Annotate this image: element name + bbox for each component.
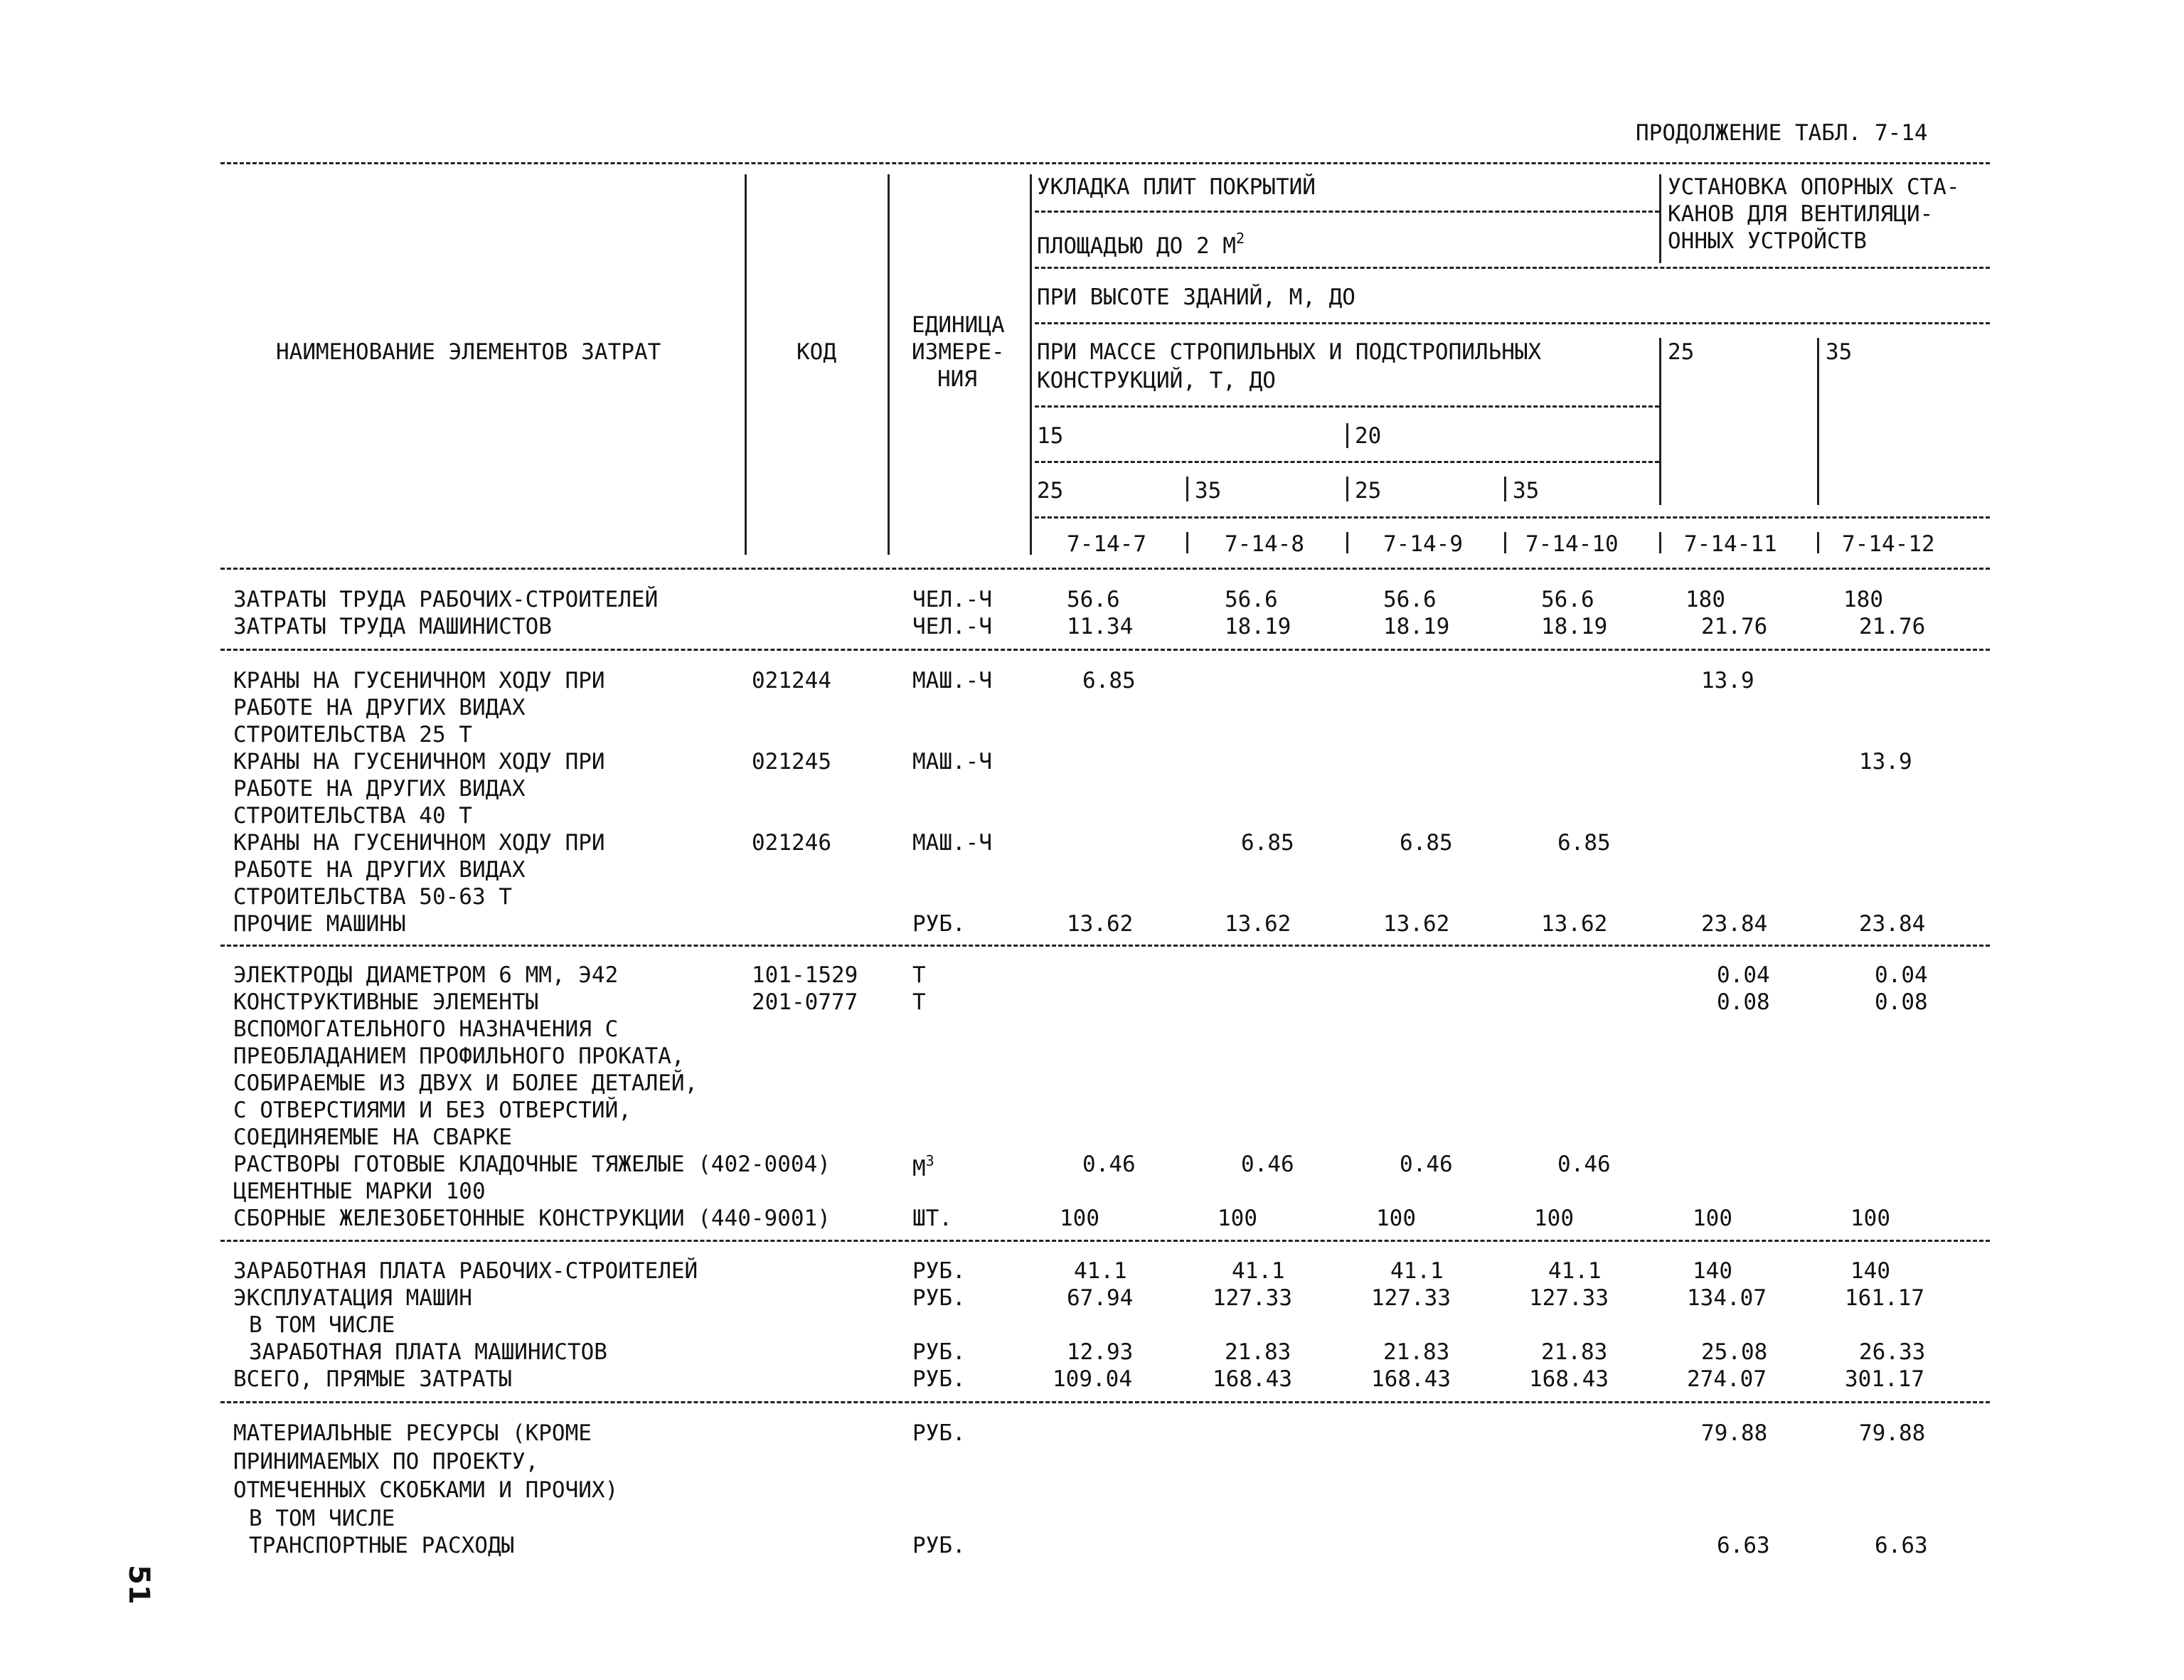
cell: 6.85 xyxy=(1557,830,1611,856)
cell: 67.94 xyxy=(1067,1285,1134,1311)
cell: 18.19 xyxy=(1225,614,1291,639)
row-unit: МАШ.-Ч xyxy=(912,749,992,775)
row-name: С ОТВЕРСТИЯМИ И БЕЗ ОТВЕРСТИЙ, xyxy=(233,1097,632,1123)
cell: 21.83 xyxy=(1225,1339,1291,1365)
mass-label: ПРИ МАССЕ СТРОПИЛЬНЫХ И ПОДСТРОПИЛЬНЫХ xyxy=(1037,339,1542,365)
header-divider xyxy=(1659,338,1661,505)
row-name: КРАНЫ НА ГУСЕНИЧНОМ ХОДУ ПРИ xyxy=(233,749,605,775)
cell: 21.83 xyxy=(1541,1339,1608,1365)
row-name: ЭКСПЛУАТАЦИЯ МАШИН xyxy=(233,1285,472,1311)
row-name: ВСЕГО, ПРЯМЫЕ ЗАТРАТЫ xyxy=(233,1366,512,1392)
row-unit: Т xyxy=(912,989,926,1015)
cell: 0.08 xyxy=(1875,989,1928,1015)
row-name: СБОРНЫЕ ЖЕЛЕЗОБЕТОННЫЕ КОНСТРУКЦИИ (440-9001) xyxy=(233,1206,831,1231)
cell: 13.9 xyxy=(1701,668,1754,693)
cell: 23.84 xyxy=(1859,911,1926,937)
header-rule xyxy=(1035,405,1659,408)
cell: 12.93 xyxy=(1067,1339,1134,1365)
header-unit: НИЯ xyxy=(937,366,977,392)
cell: 21.83 xyxy=(1383,1339,1450,1365)
height-value: 35 xyxy=(1826,339,1853,365)
header-rule xyxy=(1035,322,1990,324)
column-code: 7-14-11 xyxy=(1684,531,1777,557)
header-divider xyxy=(1186,532,1188,553)
header-divider xyxy=(1504,477,1506,501)
cell: 168.43 xyxy=(1529,1366,1609,1392)
row-name: ЗАРАБОТНАЯ ПЛАТА МАШИНИСТОВ xyxy=(249,1339,607,1365)
row-code: 021245 xyxy=(752,749,831,775)
section-rule xyxy=(220,945,1990,947)
cell: 0.04 xyxy=(1875,962,1928,988)
cell: 0.04 xyxy=(1717,962,1770,988)
cell: 127.33 xyxy=(1371,1285,1451,1311)
row-name: РАСТВОРЫ ГОТОВЫЕ КЛАДОЧНЫЕ ТЯЖЕЛЫЕ (402-0004) xyxy=(233,1152,831,1177)
row-unit: РУБ. xyxy=(912,1285,966,1311)
cell: 6.85 xyxy=(1400,830,1453,856)
cell: 11.34 xyxy=(1067,614,1134,639)
cell: 79.88 xyxy=(1701,1420,1768,1446)
header-divider xyxy=(1030,174,1032,555)
cell: 127.33 xyxy=(1213,1285,1292,1311)
cell: 168.43 xyxy=(1371,1366,1451,1392)
cell: 56.6 xyxy=(1225,587,1278,612)
cell: 134.07 xyxy=(1687,1285,1767,1311)
header-divider xyxy=(1346,477,1348,501)
header-rule xyxy=(1035,516,1990,519)
row-unit: ЧЕЛ.-Ч xyxy=(912,587,992,612)
row-name: СОБИРАЕМЫЕ ИЗ ДВУХ И БОЛЕЕ ДЕТАЛЕЙ, xyxy=(233,1070,698,1096)
column-code: 7-14-8 xyxy=(1225,531,1304,557)
row-name: ЗАТРАТЫ ТРУДА РАБОЧИХ-СТРОИТЕЛЕЙ xyxy=(233,587,659,612)
row-code: 101-1529 xyxy=(752,962,858,988)
section-rule xyxy=(220,1240,1990,1242)
row-name: РАБОТЕ НА ДРУГИХ ВИДАХ xyxy=(233,695,526,721)
row-name: ПРИНИМАЕМЫХ ПО ПРОЕКТУ, xyxy=(233,1449,539,1474)
row-unit: ШТ. xyxy=(912,1206,952,1231)
row-unit: РУБ. xyxy=(912,1339,966,1365)
group2-title: КАНОВ ДЛЯ ВЕНТИЛЯЦИ- xyxy=(1668,201,1934,227)
row-unit: РУБ. xyxy=(912,911,966,937)
cell: 0.46 xyxy=(1400,1152,1453,1177)
page-title: ПРОДОЛЖЕНИЕ ТАБЛ. 7-14 xyxy=(1636,120,1928,146)
cell: 21.76 xyxy=(1701,614,1768,639)
cell: 100 xyxy=(1850,1206,1890,1231)
height-value: 25 xyxy=(1037,478,1064,504)
cell: 56.6 xyxy=(1541,587,1594,612)
cell: 21.76 xyxy=(1859,614,1926,639)
group2-title: ОННЫХ УСТРОЙСТВ xyxy=(1668,228,1867,254)
row-name: В ТОМ ЧИСЛЕ xyxy=(249,1312,395,1338)
row-unit: РУБ. xyxy=(912,1420,966,1446)
row-name: СТРОИТЕЛЬСТВА 50-63 Т xyxy=(233,884,512,910)
cell: 274.07 xyxy=(1687,1366,1767,1392)
row-name: ЗАРАБОТНАЯ ПЛАТА РАБОЧИХ-СТРОИТЕЛЕЙ xyxy=(233,1258,698,1284)
row-name: ПРЕОБЛАДАНИЕМ ПРОФИЛЬНОГО ПРОКАТА, xyxy=(233,1043,685,1069)
height-label: ПРИ ВЫСОТЕ ЗДАНИЙ, М, ДО xyxy=(1037,285,1355,310)
cell: 180 xyxy=(1685,587,1725,612)
row-code: 201-0777 xyxy=(752,989,858,1015)
cell: 100 xyxy=(1693,1206,1732,1231)
mass-label: КОНСТРУКЦИЙ, Т, ДО xyxy=(1037,368,1276,393)
cell: 168.43 xyxy=(1213,1366,1292,1392)
cell: 6.63 xyxy=(1875,1533,1928,1558)
cell: 18.19 xyxy=(1541,614,1608,639)
cell: 180 xyxy=(1843,587,1883,612)
cell: 100 xyxy=(1376,1206,1416,1231)
cell: 41.1 xyxy=(1548,1258,1602,1284)
row-name: ЦЕМЕНТНЫЕ МАРКИ 100 xyxy=(233,1179,486,1204)
header-divider xyxy=(1346,532,1348,553)
cell: 56.6 xyxy=(1383,587,1437,612)
cell: 127.33 xyxy=(1529,1285,1609,1311)
row-unit: РУБ. xyxy=(912,1258,966,1284)
cell: 6.85 xyxy=(1241,830,1294,856)
row-code: 021246 xyxy=(752,830,831,856)
cell: 6.63 xyxy=(1717,1533,1770,1558)
cell: 13.62 xyxy=(1383,911,1450,937)
cell: 26.33 xyxy=(1859,1339,1926,1365)
row-code: 021244 xyxy=(752,668,831,693)
cell: 56.6 xyxy=(1067,587,1120,612)
cell: 79.88 xyxy=(1859,1420,1926,1446)
row-name: ВСПОМОГАТЕЛЬНОГО НАЗНАЧЕНИЯ С xyxy=(233,1016,619,1042)
cell: 140 xyxy=(1850,1258,1890,1284)
mass-value: 15 xyxy=(1037,423,1064,449)
cell: 13.62 xyxy=(1225,911,1291,937)
row-name: ОТМЕЧЕННЫХ СКОБКАМИ И ПРОЧИХ) xyxy=(233,1477,619,1503)
group1-title: УКЛАДКА ПЛИТ ПОКРЫТИЙ xyxy=(1037,174,1316,200)
cell: 23.84 xyxy=(1701,911,1768,937)
cell: 0.46 xyxy=(1557,1152,1611,1177)
column-code: 7-14-9 xyxy=(1383,531,1463,557)
row-name: МАТЕРИАЛЬНЫЕ РЕСУРСЫ (КРОМЕ xyxy=(233,1420,592,1446)
cell: 18.19 xyxy=(1383,614,1450,639)
header-divider xyxy=(888,174,890,555)
row-unit: Т xyxy=(912,962,926,988)
header-divider xyxy=(1659,174,1661,263)
cell: 25.08 xyxy=(1701,1339,1768,1365)
header-divider xyxy=(1346,423,1348,448)
height-value: 35 xyxy=(1195,478,1222,504)
column-code: 7-14-10 xyxy=(1525,531,1619,557)
row-name: В ТОМ ЧИСЛЕ xyxy=(249,1506,395,1531)
column-code: 7-14-12 xyxy=(1842,531,1935,557)
group1-sub: ПЛОЩАДЬЮ ДО 2 $М^2$ xyxy=(1037,230,1245,259)
height-value: 25 xyxy=(1355,478,1382,504)
row-name: КОНСТРУКТИВНЫЕ ЭЛЕМЕНТЫ xyxy=(233,989,539,1015)
row-name: КРАНЫ НА ГУСЕНИЧНОМ ХОДУ ПРИ xyxy=(233,668,605,693)
row-name: ЗАТРАТЫ ТРУДА МАШИНИСТОВ xyxy=(233,614,552,639)
row-unit: РУБ. xyxy=(912,1533,966,1558)
cell: 100 xyxy=(1218,1206,1257,1231)
header-unit: ИЗМЕРЕ- xyxy=(912,339,1005,365)
row-name: СОЕДИНЯЕМЫЕ НА СВАРКЕ xyxy=(233,1125,512,1150)
cell: 140 xyxy=(1693,1258,1732,1284)
section-rule xyxy=(220,649,1990,651)
header-rule xyxy=(1035,461,1659,463)
header-divider xyxy=(1186,477,1188,501)
cell: 0.46 xyxy=(1082,1152,1136,1177)
cell: 13.62 xyxy=(1067,911,1134,937)
header-rule xyxy=(1035,267,1990,269)
cell: 301.17 xyxy=(1845,1366,1924,1392)
cell: 41.1 xyxy=(1390,1258,1444,1284)
header-code: КОД xyxy=(797,339,836,365)
header-divider xyxy=(1504,532,1506,553)
column-code: 7-14-7 xyxy=(1067,531,1146,557)
row-name: СТРОИТЕЛЬСТВА 25 Т xyxy=(233,722,472,748)
cell: 100 xyxy=(1060,1206,1099,1231)
row-name: РАБОТЕ НА ДРУГИХ ВИДАХ xyxy=(233,776,526,802)
cell: 161.17 xyxy=(1845,1285,1924,1311)
cell: 100 xyxy=(1534,1206,1574,1231)
header-divider xyxy=(1817,532,1819,553)
row-name: КРАНЫ НА ГУСЕНИЧНОМ ХОДУ ПРИ xyxy=(233,830,605,856)
header-rule xyxy=(1035,211,1659,213)
cell: 13.62 xyxy=(1541,911,1608,937)
header-name: НАИМЕНОВАНИЕ ЭЛЕМЕНТОВ ЗАТРАТ xyxy=(276,339,661,365)
row-unit: РУБ. xyxy=(912,1366,966,1392)
header-unit: ЕДИНИЦА xyxy=(912,312,1005,338)
cell: 41.1 xyxy=(1232,1258,1285,1284)
table-top-rule xyxy=(220,162,1990,164)
mass-value: 20 xyxy=(1355,423,1382,449)
cell: 109.04 xyxy=(1053,1366,1132,1392)
row-unit: $М^3$ xyxy=(912,1152,934,1181)
header-bottom-rule xyxy=(220,568,1990,570)
height-value: 35 xyxy=(1513,478,1540,504)
header-divider xyxy=(1659,532,1661,553)
row-name: СТРОИТЕЛЬСТВА 40 Т xyxy=(233,803,472,829)
header-divider xyxy=(1817,338,1819,505)
row-name: РАБОТЕ НА ДРУГИХ ВИДАХ xyxy=(233,857,526,883)
height-value: 25 xyxy=(1668,339,1695,365)
cell: 0.46 xyxy=(1241,1152,1294,1177)
page-number: 51 xyxy=(122,1565,155,1605)
section-rule xyxy=(220,1401,1990,1403)
row-name: ТРАНСПОРТНЫЕ РАСХОДЫ xyxy=(249,1533,515,1558)
row-name: ЭЛЕКТРОДЫ ДИАМЕТРОМ 6 ММ, Э42 xyxy=(233,962,619,988)
cell: 0.08 xyxy=(1717,989,1770,1015)
cell: 6.85 xyxy=(1082,668,1136,693)
row-unit: ЧЕЛ.-Ч xyxy=(912,614,992,639)
group2-title: УСТАНОВКА ОПОРНЫХ СТА- xyxy=(1668,174,1960,200)
header-divider xyxy=(745,174,747,555)
cell: 41.1 xyxy=(1074,1258,1127,1284)
row-unit: МАШ.-Ч xyxy=(912,668,992,693)
cell: 13.9 xyxy=(1859,749,1912,775)
row-unit: МАШ.-Ч xyxy=(912,830,992,856)
row-name: ПРОЧИЕ МАШИНЫ xyxy=(233,911,406,937)
